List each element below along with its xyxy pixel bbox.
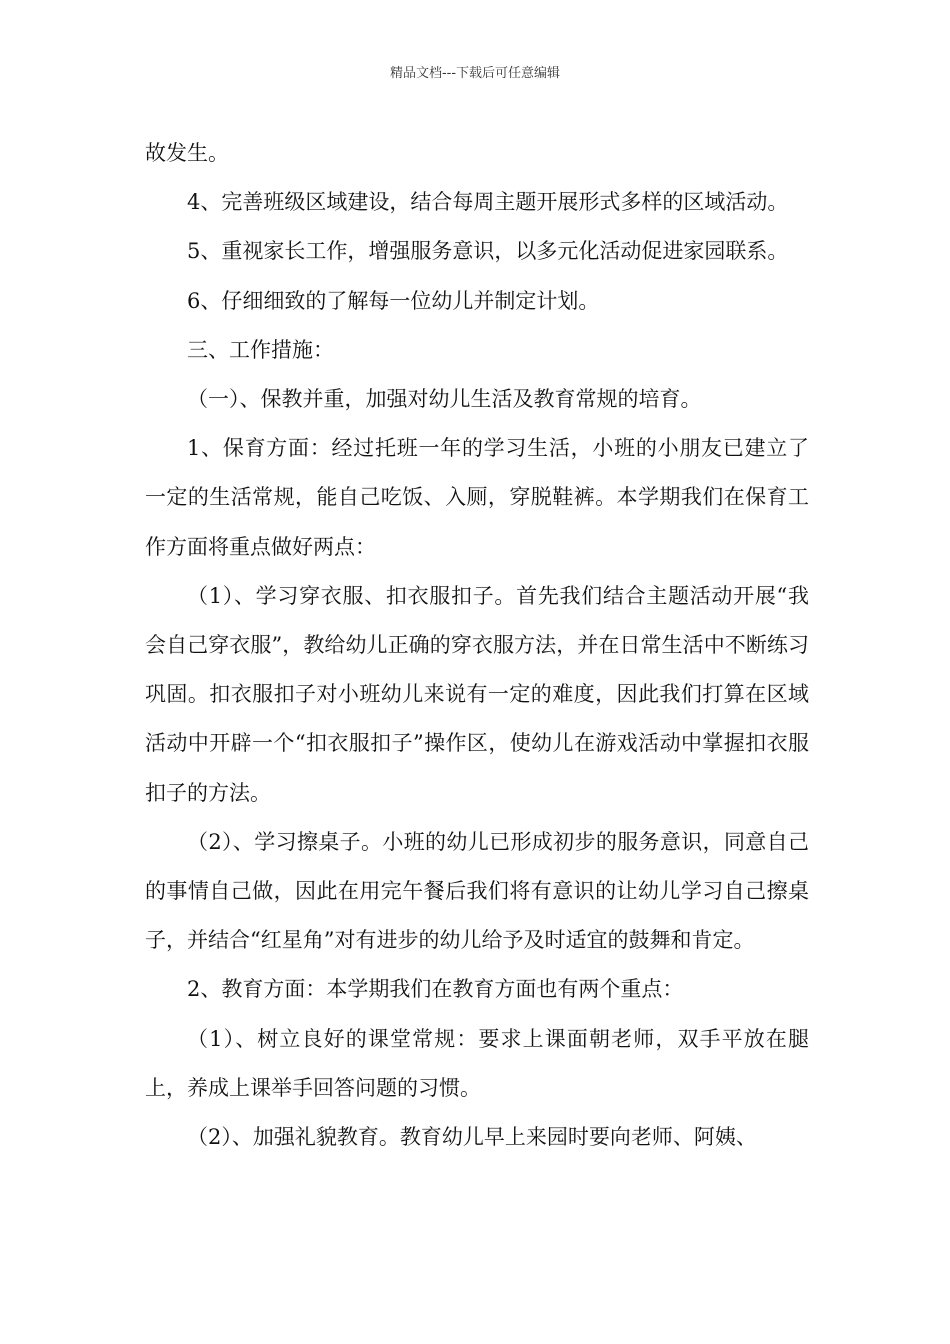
page-header: 精品文档---下载后可任意编辑 [389, 66, 561, 81]
subsection-heading: （一）、保教并重，加强对幼儿生活及教育常规的培育。 [187, 387, 702, 412]
document-body [145, 129, 809, 1162]
paragraph: （2）、学习擦桌子。小班的幼儿已形成初步的服务意识，同意自己的事情自己做，因此在用完午餐后我们将有意识的让幼儿学习自己擦桌子，并结合“红星角”对有进步的幼儿给予及时适宜的鼓舞和肯定。 [145, 829, 809, 953]
paragraph: （1）、树立良好的课堂常规：要求上课面朝老师，双手平放在腿上，养成上课举手回答问题的习惯。 [145, 1026, 809, 1100]
paragraph: （1）、学习穿衣服、扣衣服扣子。首先我们结合主题活动开展“我会自己穿衣服”，教给幼儿正确的穿衣服方法，并在日常生活中不断练习巩固。扣衣服扣子对小班幼儿来说有一定的难度，因此我们打算在区域活动中开辟一个“扣衣服扣子”操作区，使幼儿在游戏活动中掌握扣衣服扣子的方法。 [145, 583, 809, 805]
paragraph: 5、重视家长工作，增强服务意识，以多元化活动促进家园联系。 [187, 239, 789, 264]
paragraph: 1、保育方面：经过托班一年的学习生活，小班的小朋友已建立了一定的生活常规，能自己吃饭、入厕，穿脱鞋裤。本学期我们在保育工作方面将重点做好两点： [145, 436, 809, 559]
section-heading: 三、工作措施： [187, 337, 334, 362]
paragraph: 6、仔细细致的了解每一位幼儿并制定计划。 [187, 288, 600, 313]
paragraph: 故发生。 [145, 141, 229, 165]
paragraph: （2）、加强礼貌教育。教育幼儿早上来园时要向老师、阿姨、 [187, 1125, 757, 1150]
paragraph: 4、完善班级区域建设，结合每周主题开展形式多样的区域活动。 [187, 190, 789, 215]
paragraph: 2、教育方面：本学期我们在教育方面也有两个重点： [187, 977, 684, 1002]
